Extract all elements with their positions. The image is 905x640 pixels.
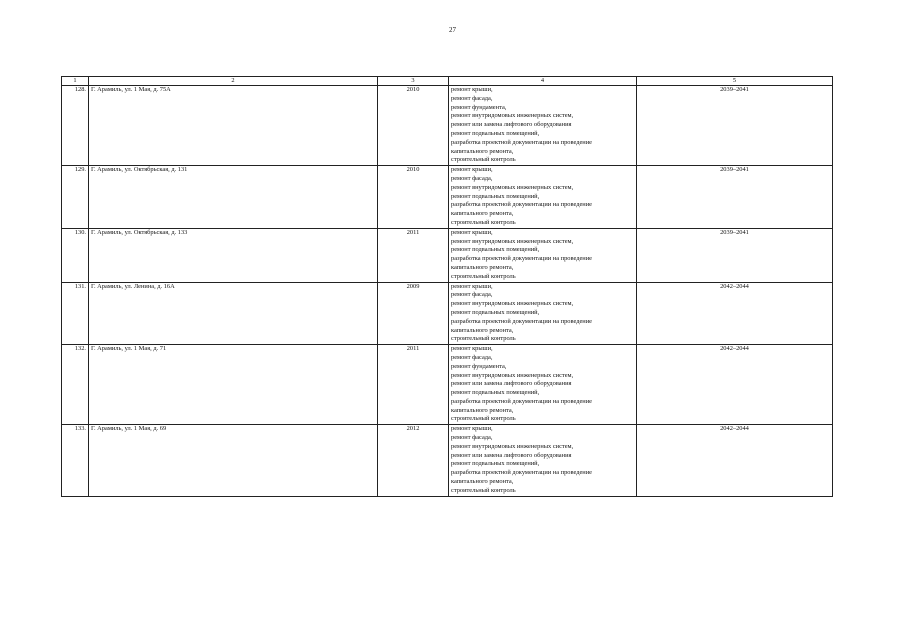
work-item: ремонт подвальных помещений, xyxy=(451,192,540,200)
works-cell xyxy=(449,228,637,282)
period-cell: 2039–2041 xyxy=(637,228,833,282)
work-item: ремонт подвальных помещений, xyxy=(451,389,540,397)
work-item: ремонт внутридомовых инженерных систем, xyxy=(451,237,574,245)
work-item: ремонт внутридомовых инженерных систем, xyxy=(451,183,574,191)
table-row xyxy=(62,166,833,229)
row-number: 132. xyxy=(62,345,89,425)
period-cell: 2042–2044 xyxy=(637,282,833,345)
work-item: ремонт крыши, xyxy=(451,228,493,236)
work-item: ремонт подвальных помещений, xyxy=(451,129,540,137)
work-item: ремонт или замена лифтового оборудования xyxy=(451,380,572,388)
table-row xyxy=(62,228,833,282)
work-item: ремонт фасада, xyxy=(451,434,493,442)
address-cell: Г. Арамиль, ул. 1 Мая, д. 71 xyxy=(89,345,378,425)
work-item: ремонт внутридомовых инженерных систем, xyxy=(451,371,574,379)
work-item: строительный контроль xyxy=(451,335,516,343)
work-item: ремонт фундамента, xyxy=(451,362,507,370)
work-item: капитального ремонта, xyxy=(451,147,514,155)
address-cell: Г. Арамиль, ул. 1 Мая, д. 75А xyxy=(89,86,378,166)
work-item: ремонт или замена лифтового оборудования xyxy=(451,121,572,129)
work-item: ремонт крыши, xyxy=(451,86,493,93)
work-item: капитального ремонта, xyxy=(451,326,514,334)
table-row xyxy=(62,425,833,496)
year-cell: 2010 xyxy=(378,86,449,166)
row-number: 133. xyxy=(62,425,89,496)
works-cell xyxy=(449,86,637,166)
table-row xyxy=(62,86,833,166)
works-cell xyxy=(449,282,637,345)
works-cell xyxy=(449,166,637,229)
column-header: 1 xyxy=(62,77,89,86)
work-item: ремонт внутридомовых инженерных систем, xyxy=(451,442,574,450)
table-header-row xyxy=(62,77,833,86)
table-row xyxy=(62,345,833,425)
year-cell: 2009 xyxy=(378,282,449,345)
work-item: ремонт или замена лифтового оборудования xyxy=(451,451,572,459)
work-item: разработка проектной документации на проведение xyxy=(451,138,592,146)
works-cell xyxy=(449,345,637,425)
work-item: ремонт фасада, xyxy=(451,174,493,182)
address-cell: Г. Арамиль, ул. Октябрьская, д. 133 xyxy=(89,228,378,282)
column-header: 3 xyxy=(378,77,449,86)
column-header: 2 xyxy=(89,77,378,86)
work-item: ремонт внутридомовых инженерных систем, xyxy=(451,300,574,308)
repair-schedule-table xyxy=(61,76,833,497)
work-item: ремонт подвальных помещений, xyxy=(451,246,540,254)
page-number: 27 xyxy=(449,26,456,34)
work-item: разработка проектной документации на проведение xyxy=(451,201,592,209)
work-item: строительный контроль xyxy=(451,156,516,164)
year-cell: 2012 xyxy=(378,425,449,496)
table-row xyxy=(62,282,833,345)
work-item: строительный контроль xyxy=(451,415,516,423)
work-item: строительный контроль xyxy=(451,218,516,226)
period-cell: 2042–2044 xyxy=(637,425,833,496)
work-item: разработка проектной документации на проведение xyxy=(451,255,592,263)
work-item: строительный контроль xyxy=(451,486,516,494)
year-cell: 2011 xyxy=(378,345,449,425)
row-number: 130. xyxy=(62,228,89,282)
work-item: капитального ремонта, xyxy=(451,478,514,486)
work-item: ремонт крыши, xyxy=(451,282,493,290)
address-cell: Г. Арамиль, ул. Октябрьская, д. 131 xyxy=(89,166,378,229)
work-item: разработка проектной документации на проведение xyxy=(451,469,592,477)
work-item: разработка проектной документации на проведение xyxy=(451,397,592,405)
works-cell xyxy=(449,425,637,496)
work-item: ремонт подвальных помещений, xyxy=(451,308,540,316)
work-item: ремонт фасада, xyxy=(451,353,493,361)
work-item: ремонт фасада, xyxy=(451,94,493,102)
work-item: капитального ремонта, xyxy=(451,406,514,414)
work-item: капитального ремонта, xyxy=(451,210,514,218)
address-cell: Г. Арамиль, ул. Ленина, д. 16А xyxy=(89,282,378,345)
work-item: ремонт фундамента, xyxy=(451,103,507,111)
row-number: 131. xyxy=(62,282,89,345)
work-item: ремонт крыши, xyxy=(451,425,493,433)
row-number: 128. xyxy=(62,86,89,166)
work-item: ремонт внутридомовых инженерных систем, xyxy=(451,112,574,120)
period-cell: 2039–2041 xyxy=(637,166,833,229)
year-cell: 2010 xyxy=(378,166,449,229)
year-cell: 2011 xyxy=(378,228,449,282)
period-cell: 2042–2044 xyxy=(637,345,833,425)
work-item: капитального ремонта, xyxy=(451,263,514,271)
address-cell: Г. Арамиль, ул. 1 Мая, д. 69 xyxy=(89,425,378,496)
work-item: строительный контроль xyxy=(451,272,516,280)
row-number: 129. xyxy=(62,166,89,229)
work-item: ремонт фасада, xyxy=(451,291,493,299)
column-header: 4 xyxy=(449,77,637,86)
column-header: 5 xyxy=(637,77,833,86)
period-cell: 2039–2041 xyxy=(637,86,833,166)
work-item: ремонт крыши, xyxy=(451,345,493,353)
work-item: разработка проектной документации на проведение xyxy=(451,317,592,325)
work-item: ремонт крыши, xyxy=(451,166,493,174)
work-item: ремонт подвальных помещений, xyxy=(451,460,540,468)
